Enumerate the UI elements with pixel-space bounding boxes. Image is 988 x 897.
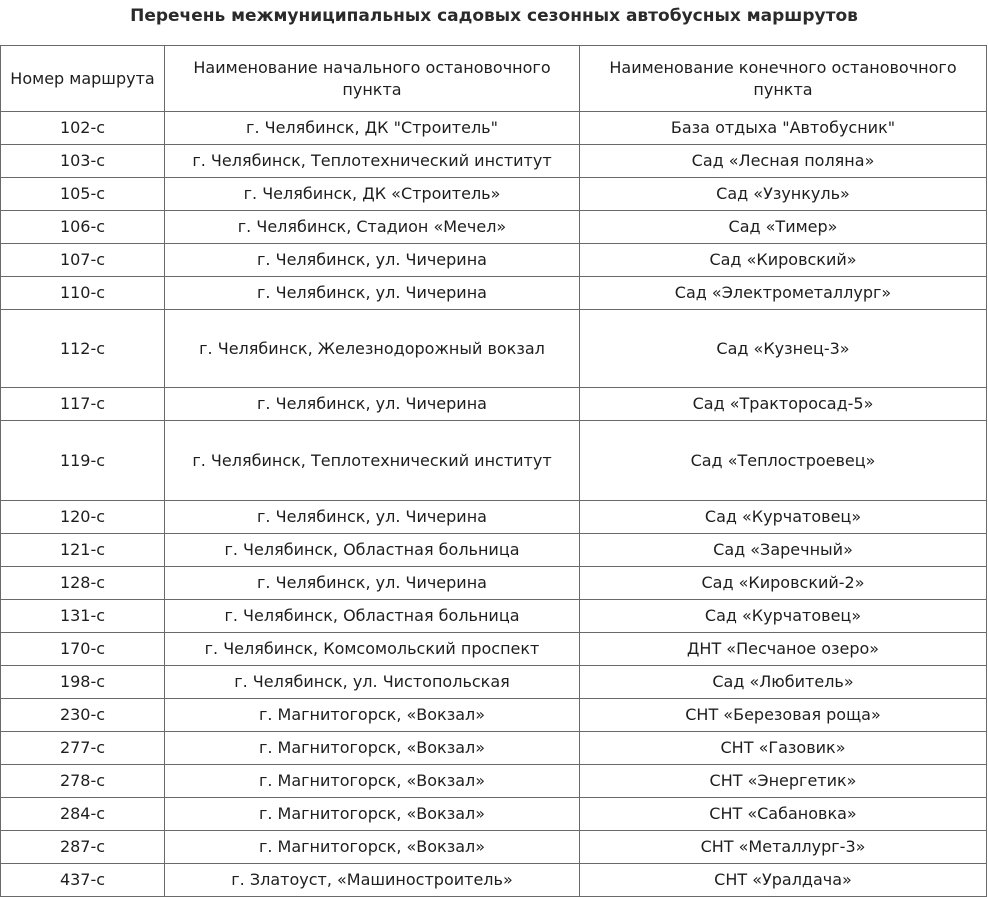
table-row: [1, 831, 987, 864]
route-number-cell: 120-с: [1, 501, 165, 534]
table-row: [1, 765, 987, 798]
start-stop-cell: г. Челябинск, ул. Чичерина: [165, 244, 580, 277]
route-number-cell: 102-с: [1, 112, 165, 145]
start-stop-cell: г. Челябинск, ул. Чичерина: [165, 567, 580, 600]
table-row: [1, 388, 987, 421]
table-row: [1, 112, 987, 145]
start-stop-cell: г. Челябинск, Комсомольский проспект: [165, 633, 580, 666]
start-stop-cell: г. Магнитогорск, «Вокзал»: [165, 699, 580, 732]
end-stop-cell: Сад «Теплостроевец»: [580, 421, 987, 501]
end-stop-cell: Сад «Курчатовец»: [580, 600, 987, 633]
header-end-stop: Наименование конечного остановочного пункта: [580, 46, 987, 112]
start-stop-cell: г. Челябинск, ДК «Строитель»: [165, 178, 580, 211]
route-number-cell: 128-с: [1, 567, 165, 600]
end-stop-cell: СНТ «Энергетик»: [580, 765, 987, 798]
end-stop-cell: Сад «Лесная поляна»: [580, 145, 987, 178]
start-stop-cell: г. Челябинск, Теплотехнический институт: [165, 145, 580, 178]
route-number-cell: 112-с: [1, 310, 165, 388]
route-number-cell: 121-с: [1, 534, 165, 567]
table-row: [1, 310, 987, 388]
end-stop-cell: СНТ «Металлург-3»: [580, 831, 987, 864]
end-stop-cell: Сад «Курчатовец»: [580, 501, 987, 534]
end-stop-cell: Сад «Узункуль»: [580, 178, 987, 211]
end-stop-cell: СНТ «Уралдача»: [580, 864, 987, 897]
table-row: [1, 211, 987, 244]
end-stop-cell: Сад «Электрометаллург»: [580, 277, 987, 310]
route-number-cell: 107-с: [1, 244, 165, 277]
table-row: [1, 244, 987, 277]
start-stop-cell: г. Челябинск, ул. Чистопольская: [165, 666, 580, 699]
end-stop-cell: Сад «Кузнец-3»: [580, 310, 987, 388]
start-stop-cell: г. Челябинск, Областная больница: [165, 534, 580, 567]
end-stop-cell: Сад «Тракторосад-5»: [580, 388, 987, 421]
table-header: [1, 46, 987, 112]
table-body: [1, 112, 987, 897]
route-number-cell: 103-с: [1, 145, 165, 178]
page-title: Перечень межмуниципальных садовых сезонных автобусных маршрутов: [130, 6, 858, 26]
table-row: [1, 534, 987, 567]
route-number-cell: 437-с: [1, 864, 165, 897]
table-row: [1, 145, 987, 178]
end-stop-cell: База отдыха "Автобусник": [580, 112, 987, 145]
end-stop-cell: СНТ «Сабановка»: [580, 798, 987, 831]
route-number-cell: 117-с: [1, 388, 165, 421]
table-row: [1, 501, 987, 534]
start-stop-cell: г. Магнитогорск, «Вокзал»: [165, 798, 580, 831]
table-row: [1, 798, 987, 831]
route-number-cell: 110-с: [1, 277, 165, 310]
table-row: [1, 178, 987, 211]
table-row: [1, 732, 987, 765]
end-stop-cell: Сад «Заречный»: [580, 534, 987, 567]
route-number-cell: 277-с: [1, 732, 165, 765]
route-number-cell: 106-с: [1, 211, 165, 244]
end-stop-cell: ДНТ «Песчаное озеро»: [580, 633, 987, 666]
start-stop-cell: г. Челябинск, Железнодорожный вокзал: [165, 310, 580, 388]
end-stop-cell: Сад «Кировский-2»: [580, 567, 987, 600]
route-number-cell: 284-с: [1, 798, 165, 831]
start-stop-cell: г. Челябинск, Теплотехнический институт: [165, 421, 580, 501]
table-row: [1, 277, 987, 310]
start-stop-cell: г. Магнитогорск, «Вокзал»: [165, 732, 580, 765]
end-stop-cell: СНТ «Березовая роща»: [580, 699, 987, 732]
start-stop-cell: г. Магнитогорск, «Вокзал»: [165, 831, 580, 864]
start-stop-cell: г. Магнитогорск, «Вокзал»: [165, 765, 580, 798]
table-row: [1, 699, 987, 732]
start-stop-cell: г. Челябинск, ДК "Строитель": [165, 112, 580, 145]
routes-table: [0, 45, 987, 897]
header-row: [1, 46, 987, 112]
table-row: [1, 666, 987, 699]
route-number-cell: 230-с: [1, 699, 165, 732]
route-number-cell: 198-с: [1, 666, 165, 699]
route-number-cell: 287-с: [1, 831, 165, 864]
end-stop-cell: Сад «Тимер»: [580, 211, 987, 244]
table-row: [1, 633, 987, 666]
start-stop-cell: г. Челябинск, ул. Чичерина: [165, 277, 580, 310]
start-stop-cell: г. Челябинск, Областная больница: [165, 600, 580, 633]
table-row: [1, 567, 987, 600]
start-stop-cell: г. Златоуст, «Машиностроитель»: [165, 864, 580, 897]
route-number-cell: 170-с: [1, 633, 165, 666]
end-stop-cell: Сад «Любитель»: [580, 666, 987, 699]
table-row: [1, 421, 987, 501]
table-row: [1, 864, 987, 897]
end-stop-cell: СНТ «Газовик»: [580, 732, 987, 765]
end-stop-cell: Сад «Кировский»: [580, 244, 987, 277]
header-start-stop: Наименование начального остановочного пункта: [165, 46, 580, 112]
start-stop-cell: г. Челябинск, ул. Чичерина: [165, 501, 580, 534]
header-route-number: Номер маршрута: [1, 46, 165, 112]
table-row: [1, 600, 987, 633]
route-number-cell: 131-с: [1, 600, 165, 633]
route-number-cell: 105-с: [1, 178, 165, 211]
start-stop-cell: г. Челябинск, Стадион «Мечел»: [165, 211, 580, 244]
route-number-cell: 119-с: [1, 421, 165, 501]
start-stop-cell: г. Челябинск, ул. Чичерина: [165, 388, 580, 421]
route-number-cell: 278-с: [1, 765, 165, 798]
